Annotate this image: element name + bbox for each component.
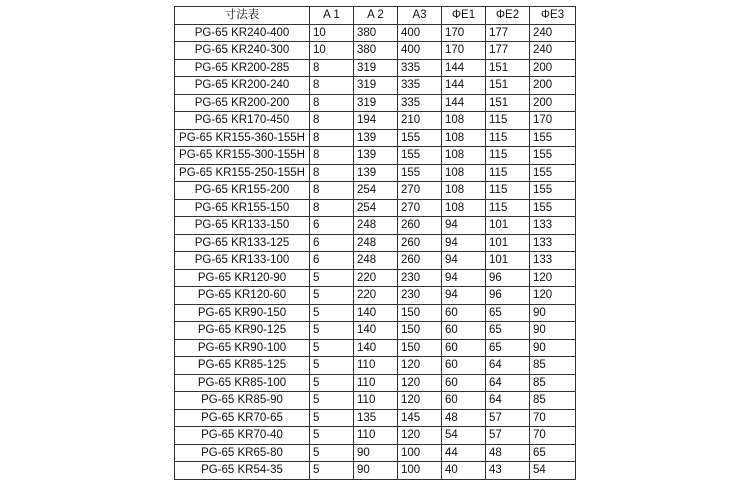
a3-cell: 150 — [398, 322, 442, 340]
a3-cell: 400 — [398, 42, 442, 60]
a1-cell: 5 — [310, 392, 354, 410]
e2-cell: 65 — [486, 304, 530, 322]
a2-cell: 248 — [354, 234, 398, 252]
e3-cell: 133 — [530, 234, 576, 252]
e1-cell: 108 — [442, 112, 486, 130]
model-name-cell: PG-65 KR70-40 — [175, 427, 310, 445]
a1-cell: 8 — [310, 59, 354, 77]
e2-cell: 101 — [486, 217, 530, 235]
e3-cell: 70 — [530, 427, 576, 445]
model-name-cell: PG-65 KR85-100 — [175, 374, 310, 392]
e3-cell: 240 — [530, 24, 576, 42]
e1-cell: 40 — [442, 462, 486, 480]
e3-cell: 54 — [530, 462, 576, 480]
a3-cell: 335 — [398, 94, 442, 112]
a3-cell: 120 — [398, 374, 442, 392]
e2-cell: 115 — [486, 147, 530, 165]
model-name-cell: PG-65 KR170-450 — [175, 112, 310, 130]
e3-cell: 90 — [530, 322, 576, 340]
table-row — [175, 42, 576, 60]
e1-cell: 144 — [442, 77, 486, 95]
model-name-cell: PG-65 KR155-150 — [175, 199, 310, 217]
table-row — [175, 77, 576, 95]
a2-cell: 319 — [354, 77, 398, 95]
e2-cell: 43 — [486, 462, 530, 480]
e1-cell: 108 — [442, 199, 486, 217]
e1-cell: 108 — [442, 182, 486, 200]
e1-cell: 108 — [442, 147, 486, 165]
model-name-cell: PG-65 KR155-200 — [175, 182, 310, 200]
a3-cell: 155 — [398, 129, 442, 147]
a3-cell: 335 — [398, 59, 442, 77]
e3-cell: 90 — [530, 304, 576, 322]
header-row — [175, 7, 576, 25]
a1-cell: 8 — [310, 112, 354, 130]
table-row — [175, 217, 576, 235]
e3-cell: 90 — [530, 339, 576, 357]
e2-cell: 115 — [486, 112, 530, 130]
header-dimension-table: 寸法表 — [175, 7, 310, 25]
a1-cell: 8 — [310, 182, 354, 200]
a1-cell: 8 — [310, 199, 354, 217]
a1-cell: 8 — [310, 164, 354, 182]
e1-cell: 60 — [442, 374, 486, 392]
a3-cell: 150 — [398, 304, 442, 322]
e2-cell: 151 — [486, 94, 530, 112]
a1-cell: 5 — [310, 269, 354, 287]
a3-cell: 155 — [398, 147, 442, 165]
a2-cell: 90 — [354, 444, 398, 462]
model-name-cell: PG-65 KR155-300-155H — [175, 147, 310, 165]
e2-cell: 115 — [486, 199, 530, 217]
e2-cell: 57 — [486, 427, 530, 445]
table-header — [175, 7, 576, 25]
table-row — [175, 129, 576, 147]
table-row — [175, 59, 576, 77]
a2-cell: 380 — [354, 42, 398, 60]
a3-cell: 260 — [398, 217, 442, 235]
a2-cell: 194 — [354, 112, 398, 130]
a1-cell: 8 — [310, 129, 354, 147]
model-name-cell: PG-65 KR120-60 — [175, 287, 310, 305]
a2-cell: 139 — [354, 129, 398, 147]
a1-cell: 5 — [310, 444, 354, 462]
e2-cell: 57 — [486, 409, 530, 427]
table-row — [175, 392, 576, 410]
model-name-cell: PG-65 KR133-100 — [175, 252, 310, 270]
table-row — [175, 339, 576, 357]
e1-cell: 94 — [442, 287, 486, 305]
e2-cell: 151 — [486, 77, 530, 95]
table-row — [175, 304, 576, 322]
e2-cell: 177 — [486, 24, 530, 42]
e1-cell: 60 — [442, 357, 486, 375]
e3-cell: 200 — [530, 77, 576, 95]
a1-cell: 5 — [310, 357, 354, 375]
table-row — [175, 252, 576, 270]
e2-cell: 48 — [486, 444, 530, 462]
table-row — [175, 357, 576, 375]
a2-cell: 220 — [354, 287, 398, 305]
a1-cell: 8 — [310, 77, 354, 95]
dimension-table — [174, 6, 576, 480]
table-row — [175, 112, 576, 130]
e3-cell: 200 — [530, 59, 576, 77]
e3-cell: 85 — [530, 392, 576, 410]
e3-cell: 155 — [530, 164, 576, 182]
a2-cell: 90 — [354, 462, 398, 480]
table-row — [175, 322, 576, 340]
a3-cell: 120 — [398, 427, 442, 445]
model-name-cell: PG-65 KR90-125 — [175, 322, 310, 340]
a2-cell: 140 — [354, 339, 398, 357]
a2-cell: 140 — [354, 322, 398, 340]
e2-cell: 96 — [486, 287, 530, 305]
e1-cell: 60 — [442, 304, 486, 322]
table-row — [175, 164, 576, 182]
a1-cell: 5 — [310, 304, 354, 322]
e1-cell: 108 — [442, 164, 486, 182]
e2-cell: 65 — [486, 322, 530, 340]
table-row — [175, 462, 576, 480]
header-e1: ΦE1 — [442, 7, 486, 25]
e2-cell: 64 — [486, 374, 530, 392]
model-name-cell: PG-65 KR85-90 — [175, 392, 310, 410]
e3-cell: 240 — [530, 42, 576, 60]
a2-cell: 254 — [354, 182, 398, 200]
e3-cell: 155 — [530, 147, 576, 165]
a2-cell: 140 — [354, 304, 398, 322]
e2-cell: 177 — [486, 42, 530, 60]
e2-cell: 115 — [486, 164, 530, 182]
model-name-cell: PG-65 KR65-80 — [175, 444, 310, 462]
a2-cell: 135 — [354, 409, 398, 427]
model-name-cell: PG-65 KR200-285 — [175, 59, 310, 77]
a3-cell: 100 — [398, 462, 442, 480]
a3-cell: 120 — [398, 357, 442, 375]
e3-cell: 120 — [530, 287, 576, 305]
table-body — [175, 24, 576, 479]
e1-cell: 170 — [442, 24, 486, 42]
a2-cell: 139 — [354, 147, 398, 165]
table-row — [175, 94, 576, 112]
e1-cell: 144 — [442, 59, 486, 77]
a2-cell: 110 — [354, 357, 398, 375]
a3-cell: 155 — [398, 164, 442, 182]
a1-cell: 5 — [310, 409, 354, 427]
e2-cell: 151 — [486, 59, 530, 77]
model-name-cell: PG-65 KR155-250-155H — [175, 164, 310, 182]
table-row — [175, 444, 576, 462]
model-name-cell: PG-65 KR90-100 — [175, 339, 310, 357]
e2-cell: 65 — [486, 339, 530, 357]
model-name-cell: PG-65 KR133-125 — [175, 234, 310, 252]
e1-cell: 94 — [442, 217, 486, 235]
e1-cell: 94 — [442, 234, 486, 252]
table-row — [175, 24, 576, 42]
e3-cell: 70 — [530, 409, 576, 427]
e3-cell: 170 — [530, 112, 576, 130]
e2-cell: 115 — [486, 129, 530, 147]
a1-cell: 5 — [310, 427, 354, 445]
e2-cell: 64 — [486, 357, 530, 375]
a3-cell: 100 — [398, 444, 442, 462]
e1-cell: 144 — [442, 94, 486, 112]
header-e3: ΦE3 — [530, 7, 576, 25]
e3-cell: 200 — [530, 94, 576, 112]
model-name-cell: PG-65 KR90-150 — [175, 304, 310, 322]
a3-cell: 230 — [398, 269, 442, 287]
e3-cell: 155 — [530, 199, 576, 217]
model-name-cell: PG-65 KR240-400 — [175, 24, 310, 42]
a1-cell: 5 — [310, 462, 354, 480]
e1-cell: 94 — [442, 269, 486, 287]
e3-cell: 133 — [530, 217, 576, 235]
a1-cell: 5 — [310, 287, 354, 305]
e1-cell: 54 — [442, 427, 486, 445]
a3-cell: 150 — [398, 339, 442, 357]
e3-cell: 85 — [530, 357, 576, 375]
e1-cell: 44 — [442, 444, 486, 462]
e1-cell: 60 — [442, 322, 486, 340]
model-name-cell: PG-65 KR120-90 — [175, 269, 310, 287]
a2-cell: 380 — [354, 24, 398, 42]
model-name-cell: PG-65 KR85-125 — [175, 357, 310, 375]
header-a2: A 2 — [354, 7, 398, 25]
a2-cell: 254 — [354, 199, 398, 217]
a1-cell: 8 — [310, 147, 354, 165]
a2-cell: 248 — [354, 217, 398, 235]
a3-cell: 270 — [398, 199, 442, 217]
e1-cell: 170 — [442, 42, 486, 60]
model-name-cell: PG-65 KR200-200 — [175, 94, 310, 112]
header-e2: ΦE2 — [486, 7, 530, 25]
a1-cell: 6 — [310, 252, 354, 270]
e3-cell: 155 — [530, 129, 576, 147]
a1-cell: 6 — [310, 217, 354, 235]
a2-cell: 110 — [354, 392, 398, 410]
model-name-cell: PG-65 KR155-360-155H — [175, 129, 310, 147]
e1-cell: 48 — [442, 409, 486, 427]
e1-cell: 60 — [442, 392, 486, 410]
a3-cell: 210 — [398, 112, 442, 130]
a3-cell: 260 — [398, 252, 442, 270]
a1-cell: 5 — [310, 374, 354, 392]
a3-cell: 230 — [398, 287, 442, 305]
a1-cell: 10 — [310, 24, 354, 42]
a2-cell: 110 — [354, 427, 398, 445]
a1-cell: 6 — [310, 234, 354, 252]
e1-cell: 108 — [442, 129, 486, 147]
e2-cell: 96 — [486, 269, 530, 287]
model-name-cell: PG-65 KR54-35 — [175, 462, 310, 480]
a3-cell: 260 — [398, 234, 442, 252]
table-row — [175, 269, 576, 287]
e2-cell: 101 — [486, 252, 530, 270]
a2-cell: 248 — [354, 252, 398, 270]
a2-cell: 220 — [354, 269, 398, 287]
a2-cell: 319 — [354, 59, 398, 77]
e3-cell: 155 — [530, 182, 576, 200]
a3-cell: 120 — [398, 392, 442, 410]
a3-cell: 145 — [398, 409, 442, 427]
e3-cell: 65 — [530, 444, 576, 462]
a1-cell: 5 — [310, 339, 354, 357]
a1-cell: 10 — [310, 42, 354, 60]
a3-cell: 335 — [398, 77, 442, 95]
table-row — [175, 182, 576, 200]
a3-cell: 270 — [398, 182, 442, 200]
e1-cell: 60 — [442, 339, 486, 357]
table-row — [175, 199, 576, 217]
e2-cell: 101 — [486, 234, 530, 252]
a2-cell: 139 — [354, 164, 398, 182]
e3-cell: 120 — [530, 269, 576, 287]
e3-cell: 85 — [530, 374, 576, 392]
header-a3: A3 — [398, 7, 442, 25]
table-row — [175, 287, 576, 305]
table-row — [175, 147, 576, 165]
a1-cell: 8 — [310, 94, 354, 112]
a3-cell: 400 — [398, 24, 442, 42]
header-a1: A 1 — [310, 7, 354, 25]
a1-cell: 5 — [310, 322, 354, 340]
model-name-cell: PG-65 KR133-150 — [175, 217, 310, 235]
table-row — [175, 234, 576, 252]
table-row — [175, 374, 576, 392]
e2-cell: 64 — [486, 392, 530, 410]
e1-cell: 94 — [442, 252, 486, 270]
e2-cell: 115 — [486, 182, 530, 200]
model-name-cell: PG-65 KR70-65 — [175, 409, 310, 427]
model-name-cell: PG-65 KR240-300 — [175, 42, 310, 60]
e3-cell: 133 — [530, 252, 576, 270]
table-row — [175, 427, 576, 445]
a2-cell: 319 — [354, 94, 398, 112]
model-name-cell: PG-65 KR200-240 — [175, 77, 310, 95]
a2-cell: 110 — [354, 374, 398, 392]
table-row — [175, 409, 576, 427]
